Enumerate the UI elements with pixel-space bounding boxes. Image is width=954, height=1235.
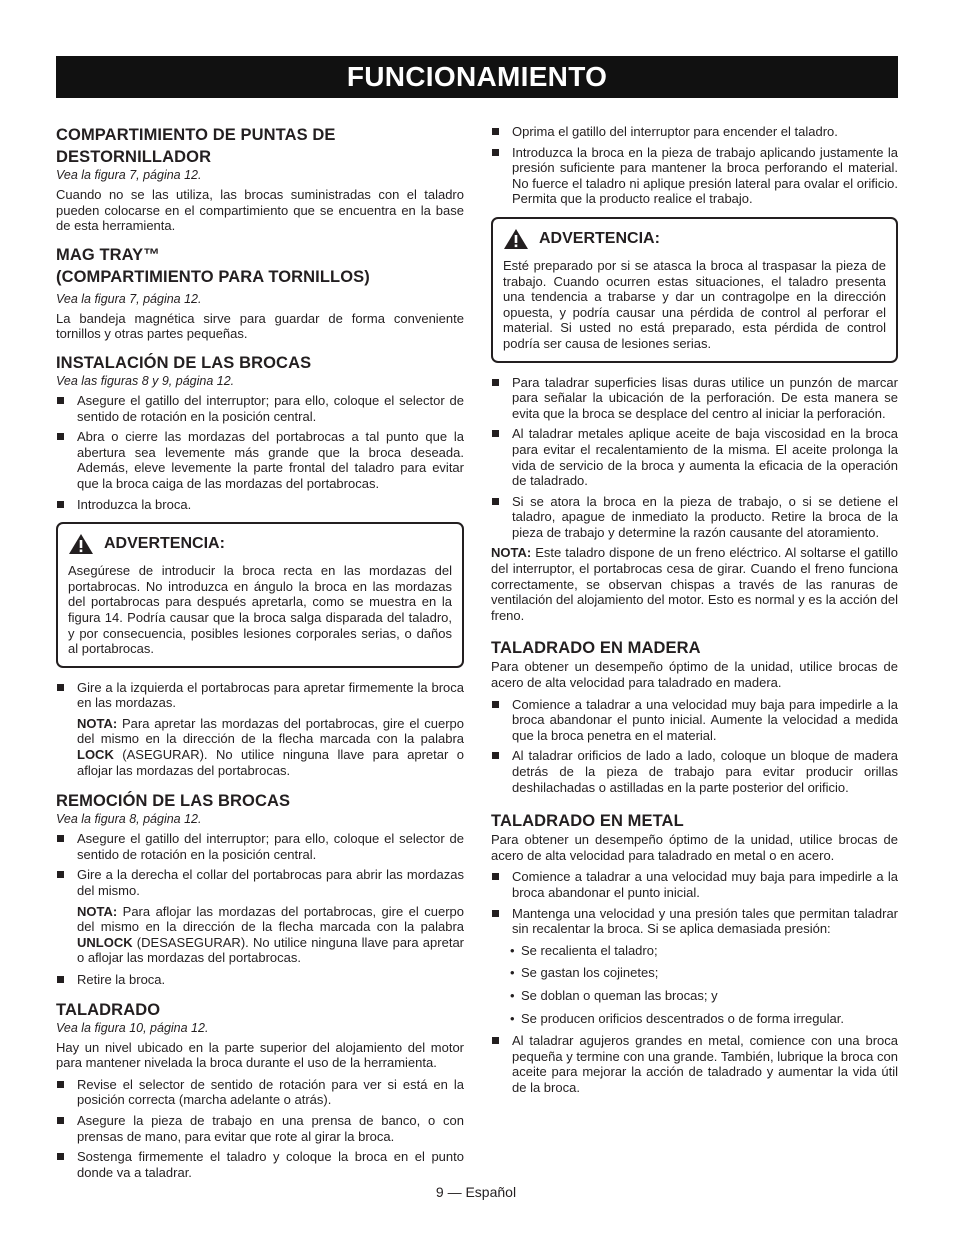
list-item: Comience a taladrar a una velocidad muy baja para impedirle a la broca abandonar el punto inicial. Aumente la velocidad a medida que la broca penetra en el material. <box>491 697 898 744</box>
list-item: Al taladrar orificios de lado a lado, coloque un bloque de madera detrás de la pieza de trabajo para evitar producir orillas deshilachadas o astilladas en la parte posterior del orificio. <box>491 748 898 795</box>
list-item: Abra o cierre las mordazas del portabrocas a tal punto que la abertura sea levemente más grande que la broca deseada. Además, eleve levemente la parte frontal del taladro para evitar que la broca caiga de las mordazas del portabrocas. <box>56 429 464 491</box>
bullet-list <box>491 1033 898 1095</box>
bullet-list <box>56 393 464 512</box>
paragraph: Para obtener un desempeño óptimo de la unidad, utilice brocas de acero de alta velocidad para taladrado en metal o en acero. <box>491 832 898 863</box>
section-title-drilling: TALADRADO <box>56 1000 161 1019</box>
right-column <box>491 124 898 1101</box>
list-item: • Se doblan o queman las brocas; y <box>491 988 898 1004</box>
list-item: Al taladrar agujeros grandes en metal, comience con una broca pequeña y termine con una grande. También, lubrique la broca con aceite para mejorar la acción de taladrado y aumentar la vida útil de la broca. <box>491 1033 898 1095</box>
bullet-list <box>491 124 898 207</box>
list-item: Revise el selector de sentido de rotación para ver si está en la posición correcta (marcha adelante o atrás). <box>56 1077 464 1108</box>
paragraph: Hay un nivel ubicado en la parte superior del alojamiento del motor para mantener nivelada la broca durante el uso de la herramienta. <box>56 1039 464 1071</box>
page-banner: FUNCIONAMIENTO <box>56 56 898 98</box>
note-keyword: UNLOCK <box>77 934 133 950</box>
note-label: NOTA: <box>77 903 118 919</box>
list-item: Retire la broca. <box>56 972 464 988</box>
list-item: Sostenga firmemente el taladro y coloque la broca en el punto donde va a taladrar. <box>56 1149 464 1180</box>
figure-reference: Vea la figura 7, página 12. <box>56 168 202 182</box>
page-footer <box>0 1184 954 1200</box>
note-text: (ASEGURAR). No utilice ninguna llave para apretar o aflojar las mordazas del portabrocas. <box>77 747 464 778</box>
figure-reference: Vea la figura 7, página 12. <box>56 291 202 306</box>
list-item: Comience a taladrar a una velocidad muy baja para impedirle a la broca abandonar el punto inicial. <box>491 869 898 900</box>
warning-triangle-icon <box>68 533 94 555</box>
note-label: NOTA: <box>77 715 118 731</box>
bullet-list <box>491 869 898 936</box>
list-item: Asegure el gatillo del interruptor; para ello, coloque el selector de sentido de rotación en la posición central. <box>56 393 464 424</box>
paragraph: La bandeja magnética sirve para guardar de forma conveniente tornillos y otras partes pequeñas. <box>56 310 464 342</box>
section-title-bit-storage: COMPARTIMIENTO DE PUNTAS DE DESTORNILLADOR <box>56 126 336 166</box>
warning-text: Asegúrese de introducir la broca recta en las mordazas del portabrocas. No introduzca en ángulo la broca en las mordazas del portabrocas para después apretarla, como se muestra en la figura 14. Podría causar que la broca salga disparada del taladro, y por consecuencia, posibles lesiones corporales serias, o daños al portabrocas. <box>68 563 452 657</box>
list-item: Gire a la derecha el collar del portabrocas para abrir las mordazas del mismo. <box>56 867 464 898</box>
list-item: Si se atora la broca en la pieza de trabajo, o si se detiene el taladro, apague de inmediato la producto. Retire la broca de la pieza de trabajo y determine la razón causante del atoramiento. <box>491 494 898 541</box>
list-item: Oprima el gatillo del interruptor para encender el taladro. <box>491 124 898 140</box>
list-item: Introduzca la broca en la pieza de trabajo aplicando justamente la presión suficiente para mantener la broca perforando el material. No fuerce el taladro ni aplique presión lateral para ovalar el orificio. Permita que la producto realice el trabajo. <box>491 145 898 207</box>
note <box>56 904 464 966</box>
figure-reference: Vea las figuras 8 y 9, página 12. <box>56 373 235 388</box>
note-keyword: LOCK <box>77 747 114 763</box>
bullet-list <box>491 697 898 796</box>
list-item: • Se recalienta el taladro; <box>491 943 898 959</box>
dot-list <box>491 943 898 1026</box>
paragraph: Cuando no se las utiliza, las brocas suministradas con el taladro pueden colocarse en el compartimiento que se encuentra en la base de esta herramienta. <box>56 187 464 234</box>
figure-reference: Vea la figura 8, página 12. <box>56 812 202 827</box>
section-title-wood-drilling: TALADRADO EN MADERA <box>491 639 701 658</box>
list-item: Asegure el gatillo del interruptor; para ello, coloque el selector de sentido de rotación en la posición central. <box>56 831 464 862</box>
title-line: (COMPARTIMIENTO PARA TORNILLOS) <box>56 267 370 286</box>
warning-header <box>68 533 452 555</box>
warning-header <box>503 228 886 250</box>
bullet-list <box>491 375 898 541</box>
list-item: Gire a la izquierda el portabrocas para apretar firmemente la broca en las mordazas. <box>56 680 464 711</box>
warning-text: Esté preparado por si se atasca la broca al traspasar la pieza de trabajo. Cuando ocurren estas situaciones, el taladro presenta una tendencia a trabarse y dar un contragolpe en la dirección opuesta, y podría causar una pérdida de control al perforar el material. Si usted no está preparado, esta pérdida de control podría ser causa de lesiones serias. <box>503 257 886 351</box>
list-item: Introduzca la broca. <box>56 497 464 513</box>
bullet-list <box>56 972 464 988</box>
bullet-list <box>56 831 464 898</box>
note <box>56 716 464 778</box>
note-label: NOTA: <box>491 545 532 561</box>
note-text: Para aflojar las mordazas del portabrocas, gire el cuerpo del mismo en la dirección de la flecha marcada con la palabra <box>77 903 464 935</box>
section-title-metal-drilling: TALADRADO EN METAL <box>491 812 684 831</box>
note-text: Para apretar las mordazas del portabrocas, gire el cuerpo del mismo en la dirección de la flecha marcada con la palabra <box>77 715 464 747</box>
bullet-list <box>56 680 464 711</box>
list-item: Mantenga una velocidad y una presión tales que permitan taladrar sin recalentar la broca. Si se aplica demasiada presión: <box>491 906 898 937</box>
note <box>491 545 898 623</box>
left-column <box>56 124 464 1185</box>
warning-box <box>491 217 898 363</box>
warning-box <box>56 522 464 668</box>
list-item: Al taladrar metales aplique aceite de baja viscosidad en la broca para evitar el recalentamiento de la misma. El aceite prolonga la vida de servicio de la broca y aumenta la eficacia de la operación de taladrado. <box>491 426 898 488</box>
warning-title: ADVERTENCIA: <box>104 535 225 553</box>
warning-title: ADVERTENCIA: <box>539 229 660 247</box>
bullet-list <box>56 1077 464 1181</box>
list-item: Para taladrar superficies lisas duras utilice un punzón de marcar para señalar la ubicación de la perforación. De esta manera se evita que la broca se desplace del centro al iniciar la perforación. <box>491 375 898 422</box>
page-number: 9 — Español <box>435 1184 517 1200</box>
list-item: • Se gastan los cojinetes; <box>491 965 898 981</box>
warning-triangle-icon <box>503 228 529 250</box>
list-item: • Se producen orificios descentrados o de forma irregular. <box>491 1011 898 1027</box>
section-title-installing-bits: INSTALACIÓN DE LAS BROCAS <box>56 353 312 372</box>
note-text: (DESASEGURAR). No utilice ninguna llave para apretar o aflojar las mordazas del portabrocas. <box>77 934 464 966</box>
list-item: Asegure la pieza de trabajo en una prensa de banco, o con prensas de mano, para evitar que rote al girar la broca. <box>56 1113 464 1144</box>
section-title-removing-bits: REMOCIÓN DE LAS BROCAS <box>56 792 291 811</box>
paragraph: Para obtener un desempeño óptimo de la unidad, utilice brocas de acero de alta velocidad para taladrado en madera. <box>491 659 898 691</box>
figure-reference: Vea la figura 10, página 12. <box>56 1020 209 1035</box>
note-text: Este taladro dispone de un freno eléctrico. Al soltarse el gatillo del interruptor, el portabrocas cesa de girar. Cuando el freno funciona correctamente, se observan chispas a través de las ranuras de ventilación del alojamiento del motor. Esto es normal y es la acción del freno. <box>491 545 898 623</box>
section-title-mag-tray <box>56 244 464 288</box>
title-line: MAG TRAY™ <box>56 245 160 264</box>
